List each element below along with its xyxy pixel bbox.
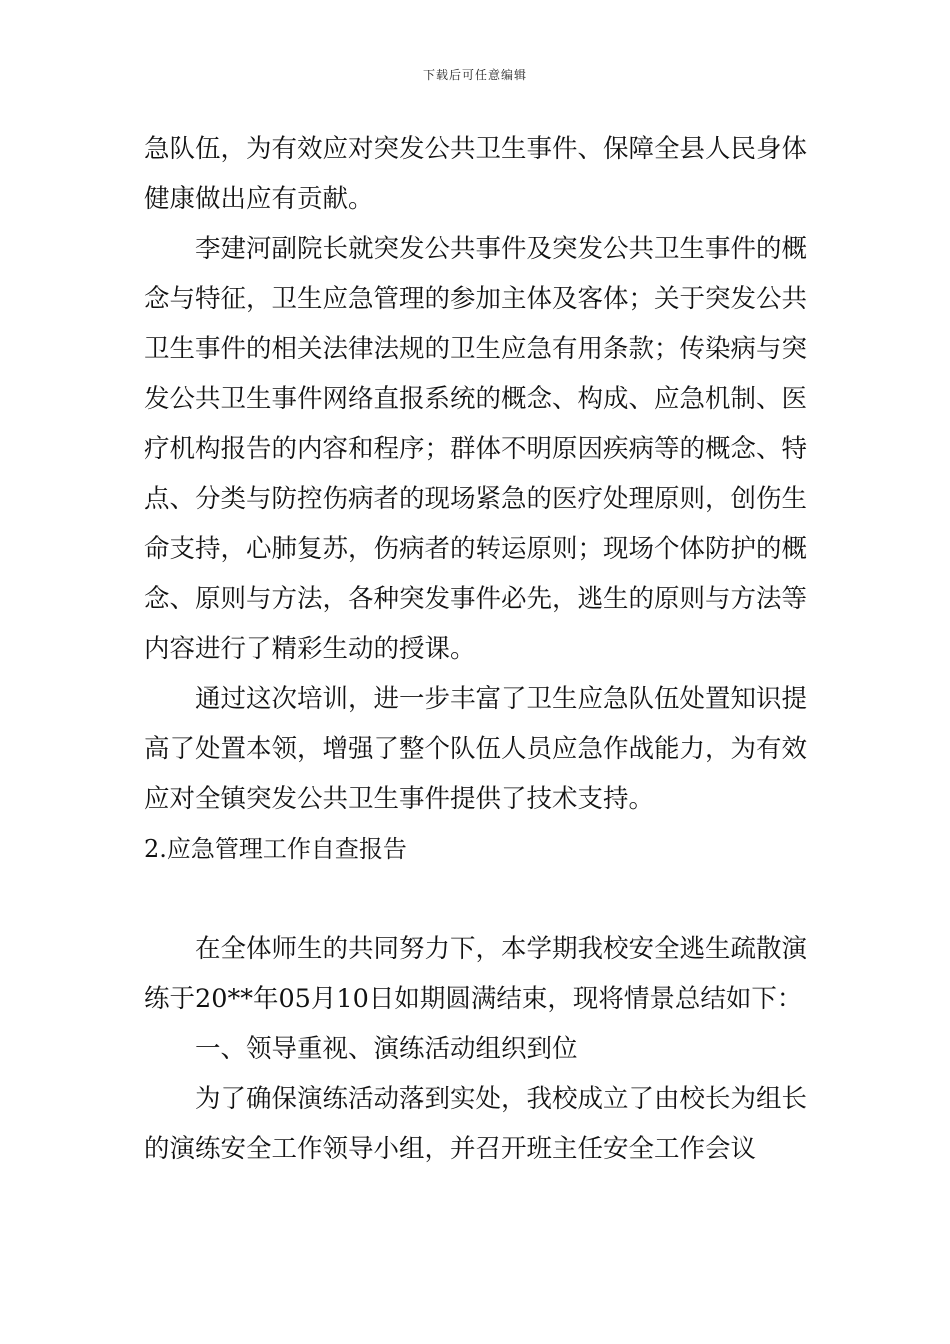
paragraph-continuation: 急队伍，为有效应对突发公共卫生事件、保障全县人民身体健康做出应有贡献。 bbox=[144, 134, 808, 214]
document-body bbox=[144, 124, 808, 1174]
section-heading: 2.应急管理工作自查报告 bbox=[144, 835, 407, 863]
paragraph-training-content: 李建河副院长就突发公共事件及突发公共卫生事件的概念与特征，卫生应急管理的参加主体及客体；关于突发公共卫生事件的相关法律法规的卫生应急有用条款；传染病与突发公共卫生事件网络直报系统的概念、构成、应急机制、医疗机构报告的内容和程序；群体不明原因疾病等的概念、特点、分类与防控伤病者的现场紧急的医疗处理原则，创伤生命支持，心肺复苏，伤病者的转运原则；现场个体防护的概念、原则与方法，各种突发事件必先，逃生的原则与方法等内容进行了精彩生动的授课。 bbox=[144, 234, 808, 664]
paragraph-drill-organization: 为了确保演练活动落到实处，我校成立了由校长为组长的演练安全工作领导小组，并召开班主任安全工作会议 bbox=[144, 1084, 808, 1164]
page-header: 下载后可任意编辑 bbox=[422, 68, 527, 82]
subsection-heading: 一、领导重视、演练活动组织到位 bbox=[195, 1034, 578, 1064]
paragraph-drill-intro: 在全体师生的共同努力下，本学期我校安全逃生疏散演练于20**年05月10日如期圆满结束，现将情景总结如下： bbox=[144, 934, 808, 1014]
blank-line bbox=[144, 874, 808, 924]
paragraph-training-summary: 通过这次培训，进一步丰富了卫生应急队伍处置知识提高了处置本领，增强了整个队伍人员应急作战能力，为有效应对全镇突发公共卫生事件提供了技术支持。 bbox=[144, 684, 808, 814]
